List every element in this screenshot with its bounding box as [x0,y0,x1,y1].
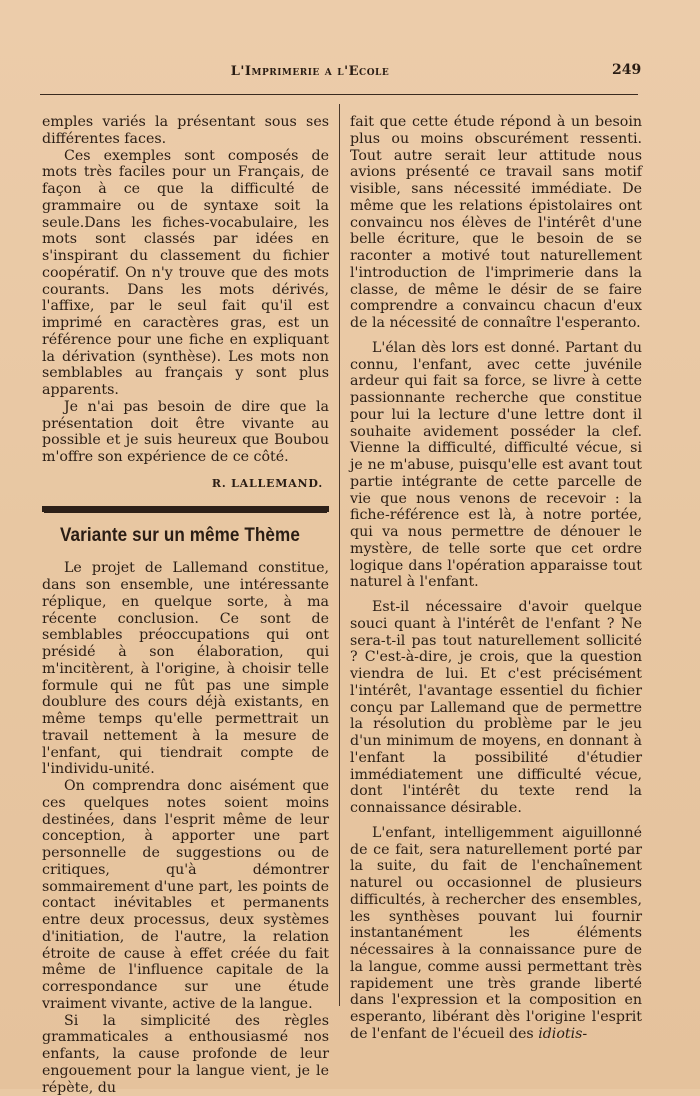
right-column [350,114,642,1043]
left-paragraph-2: Ces exemples sont composés de mots très faciles pour un Français, de façon à ce que la difficulté de grammaire ou de syntaxe soit la seule.Dans les fiches-vocabulaire, les mots sont classés par idées en s'inspirant du classement du fichier coopératif. On n'y trouve que des mots courants. Dans les mots dérivés, l'affixe, par le seul fait qu'il est imprimé en caractères gras, est un référence pour une fiche en expliquant la dérivation (synthèse). Les mots non semblables au français y sont plus apparents. [42,148,329,399]
right-paragraph-1: fait que cette étude répond à un besoin plus ou moins obscurément ressenti. Tout autre serait leur attitude nous avions présenté ce travail sans motif visible, sans nécessité immédiate. De même que les relations épistolaires ont convaincu nos élèves de l'intérêt d'une belle écriture, que le besoin de se raconter a motivé tout naturellement l'introduction de l'imprimerie dans la classe, de même le désir de se faire comprendre a convaincu chacun d'eux de la nécessité de connaître l'esperanto. [350,114,642,332]
left-paragraph-4: Le projet de Lallemand constitue, dans son ensemble, une intéressante réplique, en quelque sorte, à ma récente conclusion. Ce sont de semblables préoccupations qui ont présidé à son élaboration, qui m'incitèrent, à l'origine, à choisir telle formule qui ne fût pas une simple doublure des cours déjà existants, en même temps qu'elle permettrait un travail nettement à la mesure de l'enfant, qui tiendrait compte de l'individu-unité. [42,560,329,778]
italic-word: idiotis- [538,1026,587,1042]
author-signature: R. LALLEMAND. [42,476,329,493]
left-paragraph-5: On comprendra donc aisément que ces quelques notes soient moins destinées, dans l'esprit même de leur conception, à apporter une part personnelle de suggestions ou de critiques, qu'à démontrer sommairement d'une part, les points de contact inévitables et permanents entre deux processus, deux systèmes d'initiation, de l'autre, la relation étroite de cause à effet créée du fait même de l'influence capitale de la correspondance sur une étude vraiment vivante, active de la langue. [42,778,329,1013]
running-title: L'Imprimerie a l'Ecole [0,64,620,79]
left-paragraph-3: Je n'ai pas besoin de dire que la présentation doit être vivante au possible et je suis heureux que Boubou m'offre son expérience de ce côté. [42,399,329,466]
right-paragraph-4-text: L'enfant, intelligemment aiguillonné de ce fait, sera naturellement porté par la suite, du fait de l'enchaînement naturel ou occasionnel de plusieurs difficultés, à rechercher des ensembles, les synthèses pouvant lui fournir instantanément les éléments nécessaires à la connaissance pure de la langue, comme aussi permettant très rapidement une très grande liberté dans l'expression et la composition en esperanto, libérant dès l'origine l'esprit de l'enfant de l'écueil des [350,825,642,1042]
header-rule [40,94,638,95]
left-column [42,114,329,1096]
right-paragraph-3: Est-il nécessaire d'avoir quelque souci quant à l'intérêt de l'enfant ? Ne sera-t-il pas tout naturellement sollicité ? C'est-à-dire, je crois, que la question viendra de lui. Et c'est précisément l'intérêt, l'avantage essentiel du fichier conçu par Lallemand que de permettre la résolution du problème par le jeu d'un minimum de moyens, en donnant à l'enfant la possibilité d'étudier immédiatement une difficulté vécue, dont l'intérêt du texte rend la connaissance désirable. [350,599,642,817]
right-paragraph-2: L'élan dès lors est donné. Partant du connu, l'enfant, avec cette juvénile ardeur qui fait sa force, se livre à cette passionnante recherche que constitue pour lui la lecture d'une lettre dont il souhaite avidement posséder la clef. Vienne la difficulté, difficulté vécue, si je ne m'abuse, puisqu'elle est avant tout partie intégrante de cette parcelle de vie que nous venons de recevoir : la fiche-référence est là, à notre portée, qui va nous permettre de dénouer le mystère, de telle sorte que cet ordre logique dans l'opération apparaisse tout naturel à l'enfant. [350,340,642,591]
left-paragraph-6: Si la simplicité des règles grammaticales a enthousiasmé nos enfants, la cause profonde de leur engouement pour la langue vient, je le répète, du [42,1013,329,1096]
page-number: 249 [612,62,641,78]
left-paragraph-1: emples variés la présentant sous ses différentes faces. [42,114,329,148]
section-title: Variante sur un même Thème [60,528,302,545]
right-paragraph-4 [350,825,642,1043]
column-divider [339,104,340,1006]
section-divider [42,506,329,512]
